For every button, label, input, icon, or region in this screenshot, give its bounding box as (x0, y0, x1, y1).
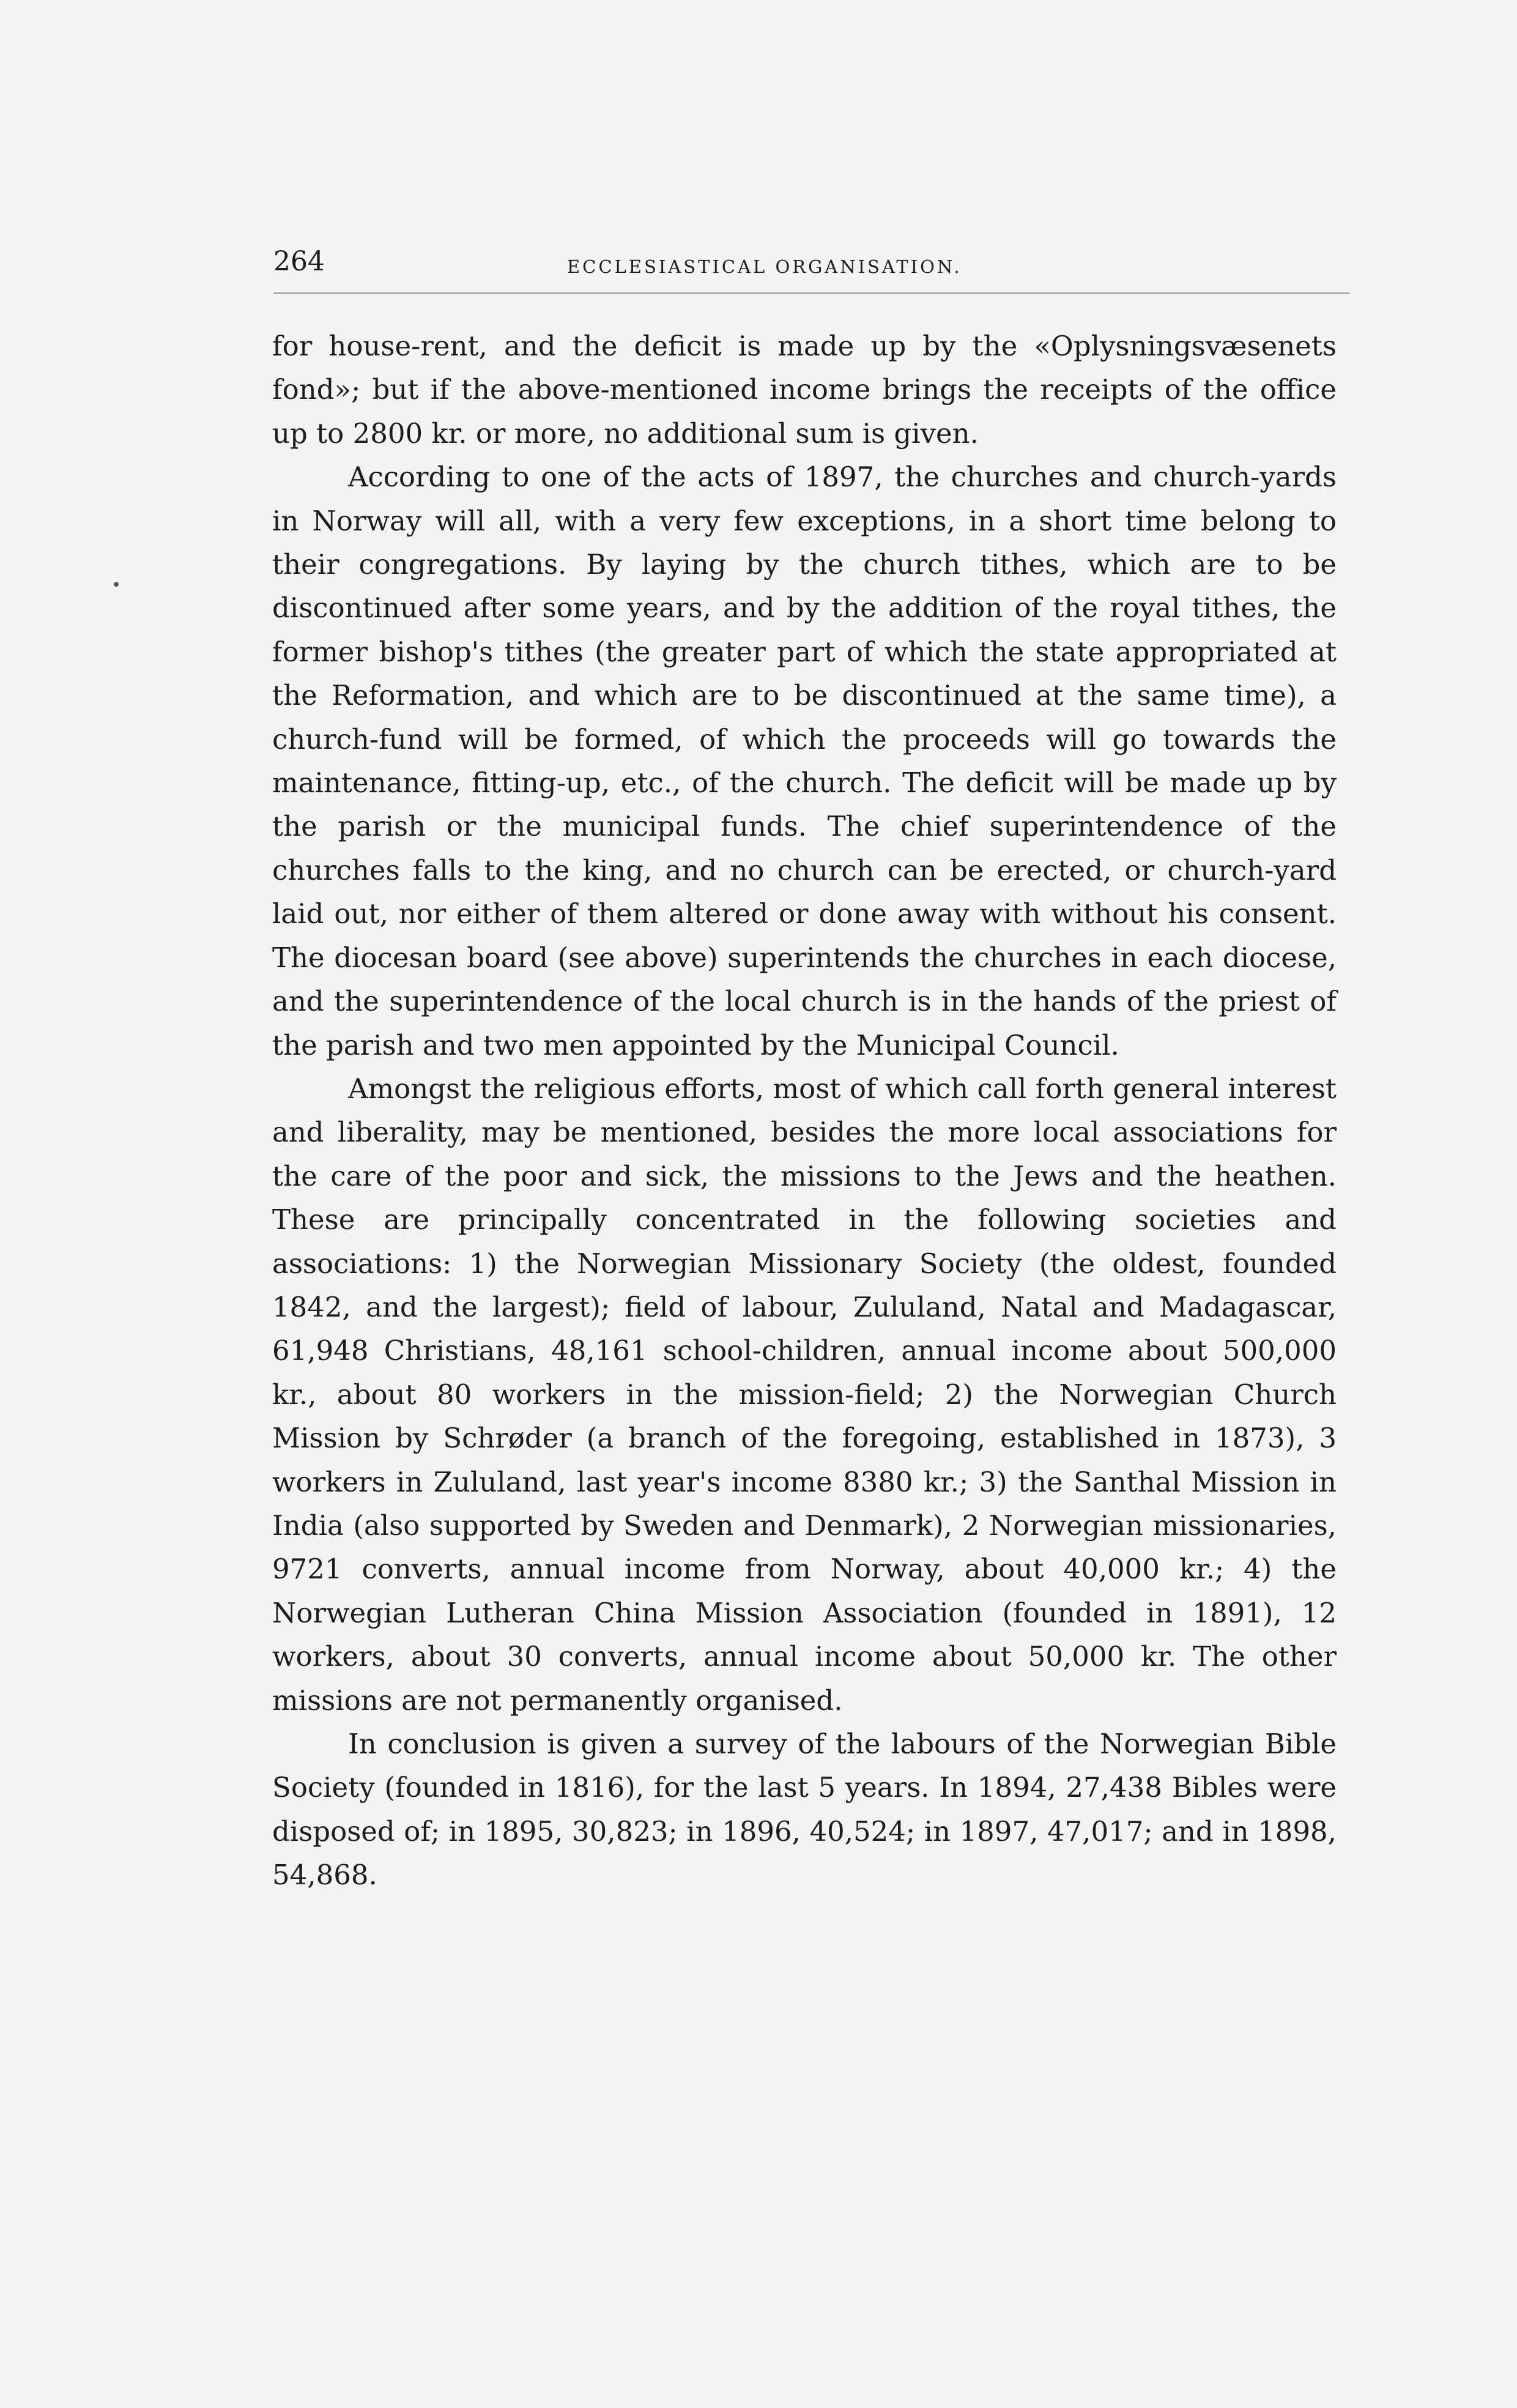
paragraph-missions: Amongst the religious efforts, most of which call forth general interest and liberality, may be mentioned, besides the more local associations for the care of the poor and sick, the missions to the Jews and the heathen. These are principally concentrated in the following societies and associations: 1) the Norwegian Missionary Society (the oldest, founded 1842, and the largest); field of labour, Zululand, Natal and Madagascar, 61,948 Christians, 48,161 school-children, annual income about 500,000 kr., about 80 workers in the mission-field; 2) the Norwegian Church Mission by Schrøder (a branch of the foregoing, established in 1873), 3 workers in Zululand, last year's income 8380 kr.; 3) the Santhal Mission in India (also supported by Sweden and Denmark), 2 Norwegian missionaries, 9721 converts, annual income from Norway, about 40,000 kr.; 4) the Norwegian Lutheran China Mission Association (founded in 1891), 12 workers, about 30 converts, annual income about 50,000 kr. The other missions are not permanently organised. (272, 1072, 1337, 1717)
body-text (272, 324, 1337, 1897)
paper-speck (114, 582, 119, 587)
paragraph-churches: According to one of the acts of 1897, the churches and church-yards in Norway will all, with a very few exceptions, in a short time belong to their congregations. By laying by the church tithes, which are to be discontinued after some years, and by the addition of the royal tithes, the former bishop's tithes (the greater part of which the state appropriated at the Reformation, and which are to be discontinued at the same time), a church-fund will be formed, of which the proceeds will go towards the maintenance, fitting-up, etc., of the church. The deficit will be made up by the parish or the municipal funds. The chief superintendence of the churches falls to the king, and no church can be erected, or church-yard laid out, nor either of them altered or done away with without his consent. The diocesan board (see above) superintends the churches in each diocese, and the superintendence of the local church is in the hands of the priest of the parish and two men appointed by the Municipal Council. (272, 461, 1337, 1061)
paragraph-house-rent: for house-rent, and the deficit is made up by the «Oplysningsvæsenets fond»; but if the above-mentioned income brings the receipts of the office up to 2800 kr. or more, no additional sum is given. (272, 330, 1337, 450)
paragraph-bible-society: In conclusion is given a survey of the labours of the Norwegian Bible Society (founded in 1816), for the last 5 years. In 1894, 27,438 Bibles were disposed of; in 1895, 30,823; in 1896, 40,524; in 1897, 47,017; and in 1898, 54,868. (272, 1728, 1337, 1892)
page-number: 264 (273, 246, 325, 277)
running-title: ECCLESIASTICAL ORGANISATION. (567, 256, 962, 277)
page-header (273, 243, 1350, 294)
